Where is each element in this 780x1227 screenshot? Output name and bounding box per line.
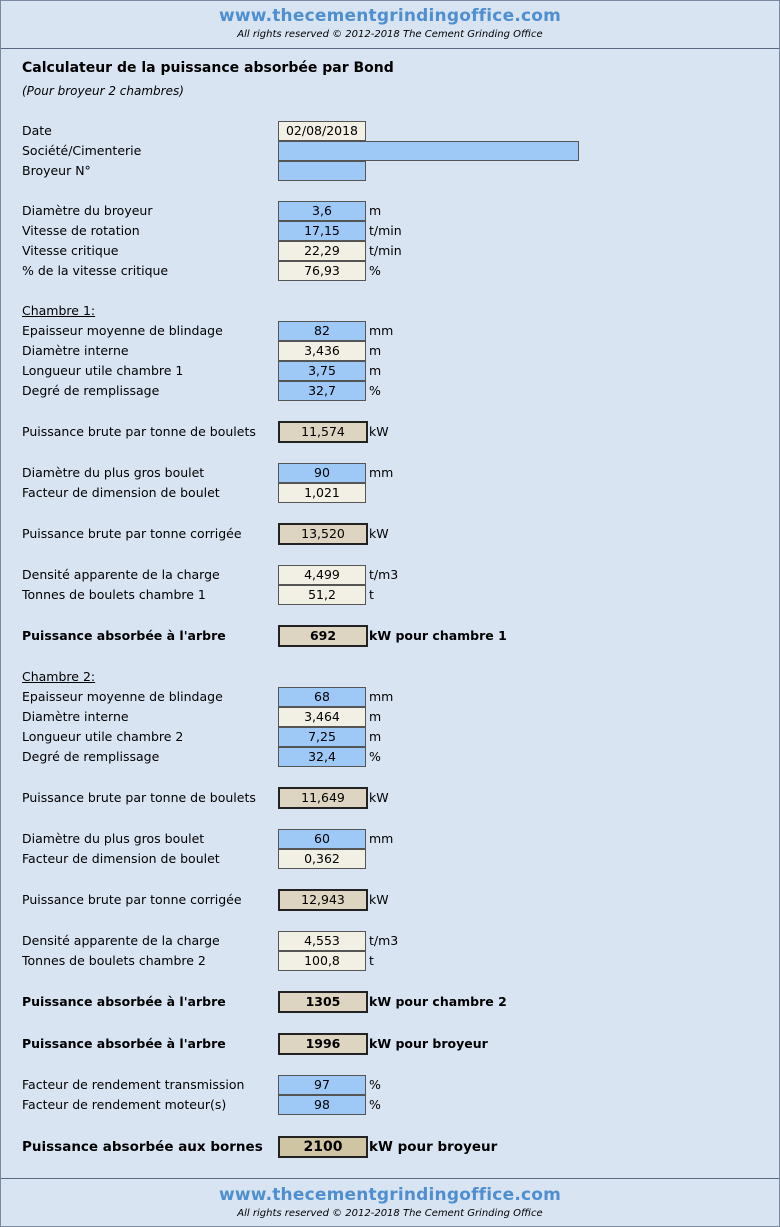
c2-density-unit: t/m3: [369, 933, 399, 948]
row-critical-pct: [0, 261, 780, 281]
mill-diameter-unit: m: [369, 203, 382, 218]
transmission-label: Facteur de rendement transmission: [22, 1077, 245, 1092]
rotation-speed-label: Vitesse de rotation: [22, 223, 140, 238]
c1-tons-value: 51,2: [278, 585, 366, 605]
mill-diameter-label: Diamètre du broyeur: [22, 203, 153, 218]
c1-inner-unit: m: [369, 343, 382, 358]
c1-corrected-unit: kW: [369, 526, 389, 541]
c2-row-corrected: [0, 890, 780, 910]
c2-corrected-value: 12,943: [278, 889, 368, 911]
c2-row-tons: [0, 951, 780, 971]
c1-row-length: [0, 361, 780, 381]
c1-filling-unit: %: [369, 383, 381, 398]
c2-tons-unit: t: [369, 953, 374, 968]
c1-inner-value: 3,436: [278, 341, 366, 361]
c2-factor-label: Facteur de dimension de boulet: [22, 851, 220, 866]
c2-inner-label: Diamètre interne: [22, 709, 129, 724]
c2-filling-field[interactable]: 32,4: [278, 747, 366, 767]
c1-ball-unit: mm: [369, 465, 394, 480]
c2-row-density: [0, 931, 780, 951]
c1-gross-unit: kW: [369, 424, 389, 439]
c2-shaft-value: 1305: [278, 991, 368, 1013]
company-field[interactable]: [278, 141, 579, 161]
c1-gross-value: 11,574: [278, 421, 368, 443]
row-mill-diameter: [0, 201, 780, 221]
terminal-power-value: 2100: [278, 1136, 368, 1158]
c2-factor-value: 0,362: [278, 849, 366, 869]
date-label: Date: [22, 123, 52, 138]
c1-density-label: Densité apparente de la charge: [22, 567, 220, 582]
c1-length-field[interactable]: 3,75: [278, 361, 366, 381]
c1-factor-label: Facteur de dimension de boulet: [22, 485, 220, 500]
c1-ball-field[interactable]: 90: [278, 463, 366, 483]
c1-density-unit: t/m3: [369, 567, 399, 582]
row-terminal-power: [0, 1137, 780, 1157]
c2-length-label: Longueur utile chambre 2: [22, 729, 184, 744]
row-transmission: [0, 1075, 780, 1095]
c1-filling-field[interactable]: 32,7: [278, 381, 366, 401]
critical-speed-unit: t/min: [369, 243, 402, 258]
c1-lining-field[interactable]: 82: [278, 321, 366, 341]
c1-inner-label: Diamètre interne: [22, 343, 129, 358]
site-link[interactable]: www.thecementgrindingoffice.com: [218, 6, 562, 26]
c2-row-lining: [0, 687, 780, 707]
mill-diameter-field[interactable]: 3,6: [278, 201, 366, 221]
c2-gross-value: 11,649: [278, 787, 368, 809]
c1-tons-label: Tonnes de boulets chambre 1: [22, 587, 206, 602]
c1-row-filling: [0, 381, 780, 401]
total-shaft-label: Puissance absorbée à l'arbre: [22, 1036, 226, 1051]
c2-tons-value: 100,8: [278, 951, 366, 971]
row-company: [0, 141, 780, 161]
motor-label: Facteur de rendement moteur(s): [22, 1097, 227, 1112]
c2-row-filling: [0, 747, 780, 767]
c2-shaft-label: Puissance absorbée à l'arbre: [22, 994, 226, 1009]
row-rotation-speed: [0, 221, 780, 241]
c2-gross-label: Puissance brute par tonne de boulets: [22, 790, 256, 805]
c2-row-shaft: [0, 992, 780, 1012]
page-subtitle: (Pour broyeur 2 chambres): [22, 84, 184, 98]
header: [1, 0, 779, 49]
row-motor: [0, 1095, 780, 1115]
c2-length-field[interactable]: 7,25: [278, 727, 366, 747]
c1-length-unit: m: [369, 363, 382, 378]
c1-shaft-unit: kW pour chambre 1: [369, 628, 507, 643]
c2-shaft-unit: kW pour chambre 2: [369, 994, 507, 1009]
c2-lining-field[interactable]: 68: [278, 687, 366, 707]
terminal-power-label: Puissance absorbée aux bornes: [22, 1139, 263, 1155]
c1-row-shaft: [0, 626, 780, 646]
c1-filling-label: Degré de remplissage: [22, 383, 160, 398]
c2-length-unit: m: [369, 729, 382, 744]
c1-tons-unit: t: [369, 587, 374, 602]
c2-lining-unit: mm: [369, 689, 394, 704]
c1-row-inner: [0, 341, 780, 361]
c1-gross-label: Puissance brute par tonne de boulets: [22, 424, 256, 439]
c2-row-ball: [0, 829, 780, 849]
c2-corrected-unit: kW: [369, 892, 389, 907]
critical-speed-label: Vitesse critique: [22, 243, 119, 258]
c2-inner-unit: m: [369, 709, 382, 724]
critical-pct-value: 76,93: [278, 261, 366, 281]
c1-ball-label: Diamètre du plus gros boulet: [22, 465, 205, 480]
c1-row-lining: [0, 321, 780, 341]
rotation-speed-unit: t/min: [369, 223, 402, 238]
chamber2-header: [0, 667, 780, 687]
c1-shaft-label: Puissance absorbée à l'arbre: [22, 628, 226, 643]
c2-density-value: 4,553: [278, 931, 366, 951]
footer-site-link[interactable]: www.thecementgrindingoffice.com: [218, 1185, 562, 1205]
footer: [1, 1178, 779, 1227]
page-title: Calculateur de la puissance absorbée par Bond: [22, 60, 394, 76]
chamber2-title: Chambre 2:: [22, 669, 96, 684]
c2-ball-label: Diamètre du plus gros boulet: [22, 831, 205, 846]
total-shaft-unit: kW pour broyeur: [369, 1036, 488, 1051]
date-field[interactable]: 02/08/2018: [278, 121, 366, 141]
copyright: All rights reserved © 2012-2018 The Cement Grinding Office: [237, 29, 543, 40]
row-mill-number: [0, 161, 780, 181]
total-shaft-value: 1996: [278, 1033, 368, 1055]
footer-copyright: All rights reserved © 2012-2018 The Cement Grinding Office: [237, 1208, 543, 1219]
c1-row-tons: [0, 585, 780, 605]
critical-pct-unit: %: [369, 263, 381, 278]
c2-inner-value: 3,464: [278, 707, 366, 727]
c1-corrected-value: 13,520: [278, 523, 368, 545]
transmission-unit: %: [369, 1077, 381, 1092]
c2-filling-label: Degré de remplissage: [22, 749, 160, 764]
c2-row-inner: [0, 707, 780, 727]
chamber1-header: [0, 301, 780, 321]
c2-gross-unit: kW: [369, 790, 389, 805]
c1-factor-value: 1,021: [278, 483, 366, 503]
c2-density-label: Densité apparente de la charge: [22, 933, 220, 948]
c2-filling-unit: %: [369, 749, 381, 764]
c1-shaft-value: 692: [278, 625, 368, 647]
motor-unit: %: [369, 1097, 381, 1112]
c2-lining-label: Epaisseur moyenne de blindage: [22, 689, 223, 704]
c1-row-ball: [0, 463, 780, 483]
c2-corrected-label: Puissance brute par tonne corrigée: [22, 892, 242, 907]
c2-row-length: [0, 727, 780, 747]
c2-ball-field[interactable]: 60: [278, 829, 366, 849]
mill-number-field[interactable]: [278, 161, 366, 181]
c1-density-value: 4,499: [278, 565, 366, 585]
row-critical-speed: [0, 241, 780, 261]
mill-number-label: Broyeur N°: [22, 163, 91, 178]
total-row-shaft: [0, 1034, 780, 1054]
c2-row-factor: [0, 849, 780, 869]
terminal-power-unit: kW pour broyeur: [369, 1139, 498, 1155]
c1-row-factor: [0, 483, 780, 503]
c2-row-gross: [0, 788, 780, 808]
c1-row-density: [0, 565, 780, 585]
critical-pct-label: % de la vitesse critique: [22, 263, 169, 278]
motor-field[interactable]: 98: [278, 1095, 366, 1115]
c2-ball-unit: mm: [369, 831, 394, 846]
transmission-field[interactable]: 97: [278, 1075, 366, 1095]
rotation-speed-field[interactable]: 17,15: [278, 221, 366, 241]
c1-corrected-label: Puissance brute par tonne corrigée: [22, 526, 242, 541]
c1-row-corrected: [0, 524, 780, 544]
chamber1-title: Chambre 1:: [22, 303, 96, 318]
c1-lining-unit: mm: [369, 323, 394, 338]
company-label: Société/Cimenterie: [22, 143, 142, 158]
row-date: [0, 121, 780, 141]
critical-speed-value: 22,29: [278, 241, 366, 261]
c1-lining-label: Epaisseur moyenne de blindage: [22, 323, 223, 338]
c1-row-gross: [0, 422, 780, 442]
c1-length-label: Longueur utile chambre 1: [22, 363, 184, 378]
c2-tons-label: Tonnes de boulets chambre 2: [22, 953, 206, 968]
